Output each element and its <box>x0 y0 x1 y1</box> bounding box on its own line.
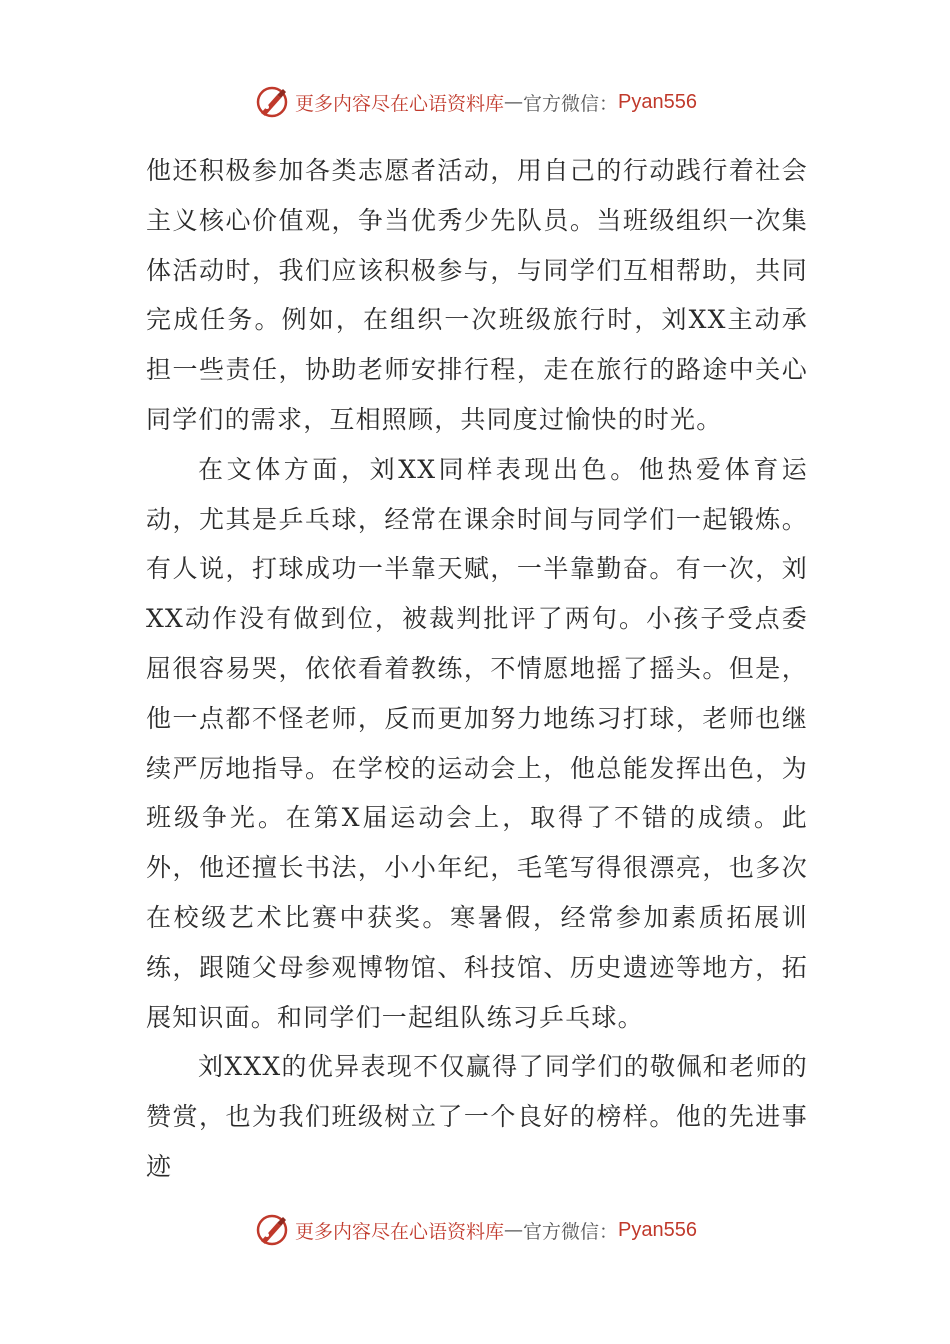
footer-site-name: 更多内容尽在心语资料库 <box>295 1220 505 1243</box>
header-site-name: 更多内容尽在心语资料库 <box>295 92 505 115</box>
footer-banner <box>0 1210 950 1250</box>
header-wechat-id: Pyan556 <box>618 90 697 113</box>
footer-wechat-id: Pyan556 <box>618 1218 697 1241</box>
pen-circle-icon <box>253 83 291 121</box>
header-wechat-label: 官方微信： <box>523 92 619 115</box>
pen-circle-icon <box>253 1211 291 1249</box>
footer-dash: — <box>504 1219 524 1241</box>
header-banner <box>0 82 950 122</box>
document-body <box>146 146 808 1192</box>
paragraph-3: 刘XXX的优异表现不仅赢得了同学们的敬佩和老师的赞赏，也为我们班级树立了一个良好的榜样。他的先进事迹 <box>146 1052 808 1181</box>
paragraph-2: 在文体方面，刘XX同样表现出色。他热爱体育运动，尤其是乒乓球，经常在课余时间与同学们一起锻炼。有人说，打球成功一半靠天赋，一半靠勤奋。有一次，刘XX动作没有做到位，被裁判批评了两句。小孩子受点委屈很容易哭，依依看着教练，不情愿地摇了摇头。但是，他一点都不怪老师，反而更加努力地练习打球，老师也继续严厉地指导。在学校的运动会上，他总能发挥出色，为班级争光。在第X届运动会上，取得了不错的成绩。此外，他还擅长书法，小小年纪，毛笔写得很漂亮，也多次在校级艺术比赛中获奖。寒暑假，经常参加素质拓展训练，跟随父母参观博物馆、科技馆、历史遗迹等地方，拓展知识面。和同学们一起组队练习乒乓球。 <box>146 454 808 1032</box>
paragraph-1: 他还积极参加各类志愿者活动，用自己的行动践行着社会主义核心价值观，争当优秀少先队员。当班级组织一次集体活动时，我们应该积极参与，与同学们互相帮助，共同完成任务。例如，在组织一次班级旅行时，刘XX主动承担一些责任，协助老师安排行程，走在旅行的路途中关心同学们的需求，互相照顾，共同度过愉快的时光。 <box>146 156 808 434</box>
header-dash: — <box>504 91 524 113</box>
footer-wechat-label: 官方微信： <box>523 1220 619 1243</box>
